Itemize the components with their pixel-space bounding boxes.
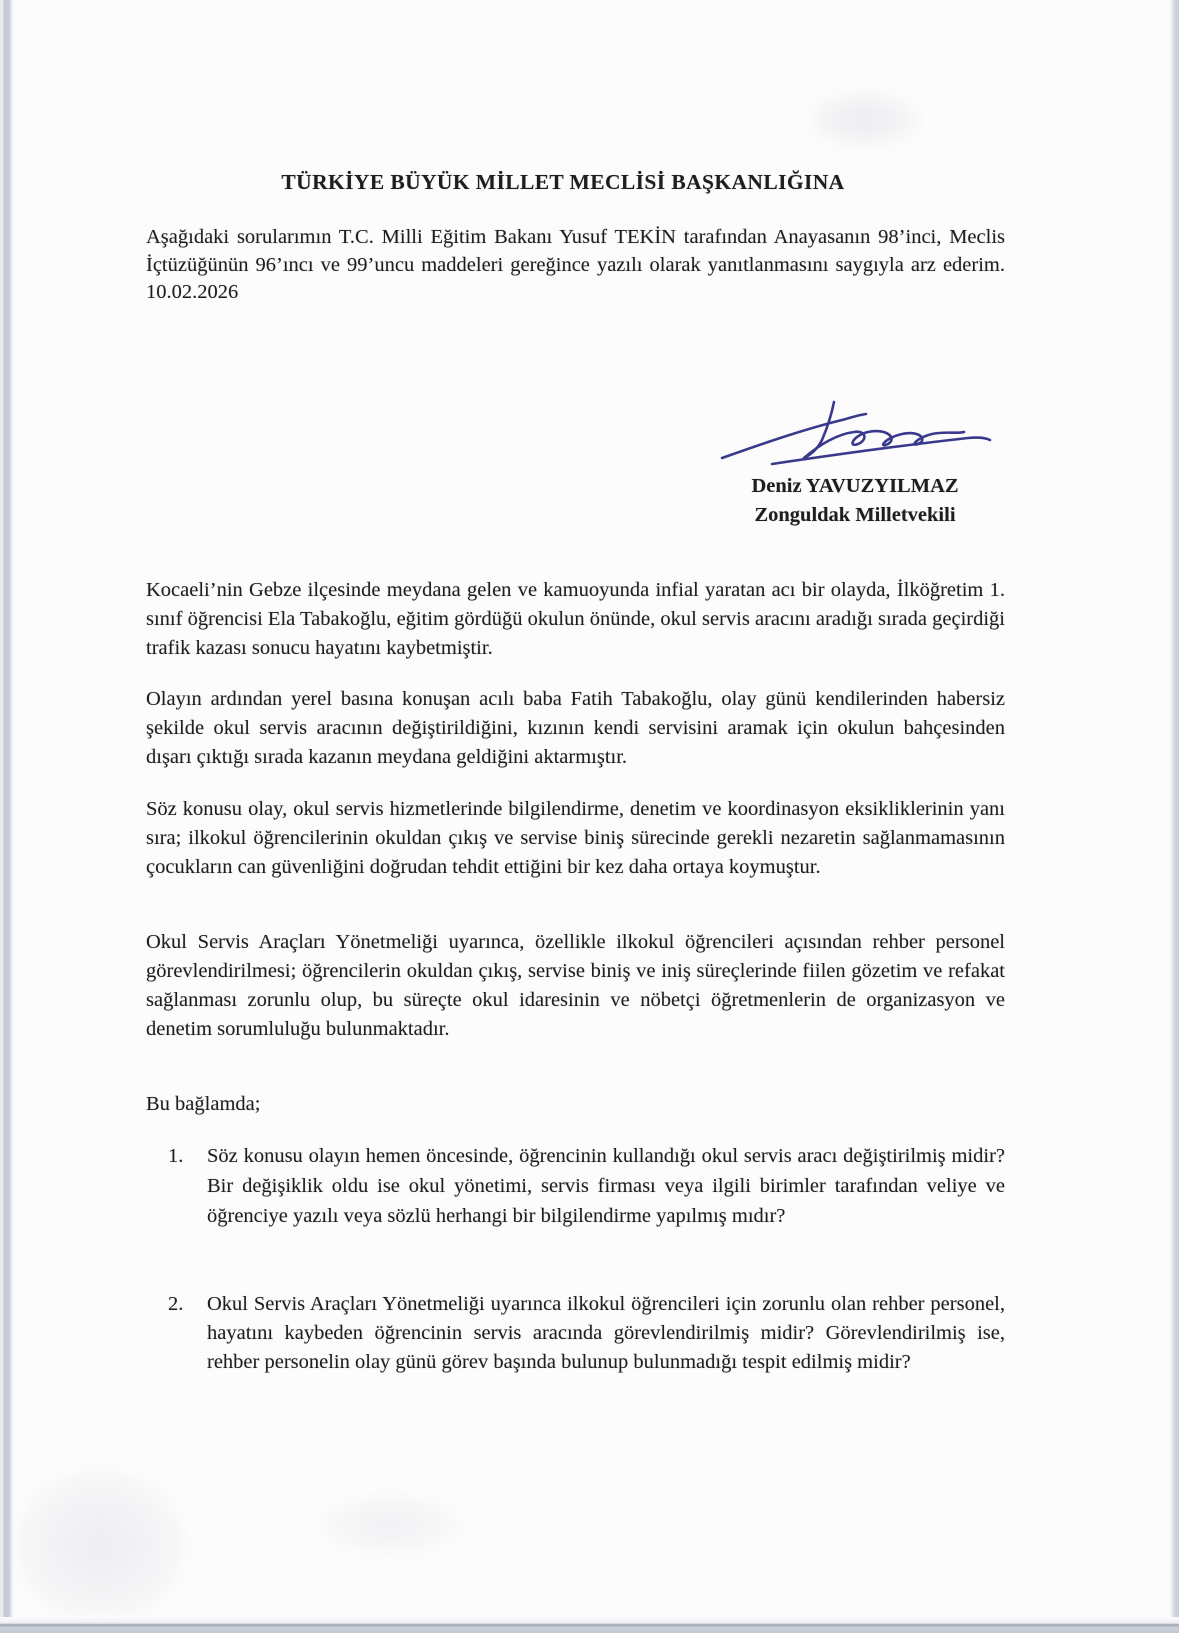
lead-in-text: Bu bağlamda;: [146, 1093, 261, 1115]
signatory-name: Deniz YAVUZYILMAZ: [751, 475, 959, 497]
signature-block: [705, 472, 1005, 530]
question-number: 2.: [168, 1293, 184, 1315]
body-paragraph: Söz konusu olay, okul servis hizmetlerinde bilgilendirme, denetim ve koordinasyon eksikliklerinin yanı sıra; ilkokul öğrencilerinin okuldan çıkış ve servise biniş sürecinde gerekli nezaretin sağlanmamasının çocukların can güvenliğini doğrudan tehdit ettiğini bir kez daha ortaya koymuştur.: [146, 798, 1005, 878]
intro-paragraph: Aşağıdaki sorularımın T.C. Milli Eğitim Bakanı Yusuf TEKİN tarafından Anayasanın 98’inci, Meclis İçtüzüğünün 96’ıncı ve 99’uncu maddeleri gereğince yazılı olarak yanıtlanmasını saygıyla arz ederim. 10.02.2026: [146, 226, 1005, 303]
scan-smudge: [320, 1495, 460, 1555]
scan-smudge: [15, 1470, 185, 1620]
question-number: 1.: [168, 1145, 184, 1167]
question-item-1: [146, 1141, 1005, 1231]
question-text: Okul Servis Araçları Yönetmeliği uyarınca ilkokul öğrencileri için zorunlu olan rehber personel, hayatını kaybeden öğrencinin servis aracında görevlendirilmiş midir? Görevlendirilmiş ise, rehber personelin olay günü görev başında bulunup bulunmadığı tespit edilmiş midir?: [207, 1293, 1005, 1373]
handwritten-signature: [716, 388, 996, 470]
body-paragraph: Kocaeli’nin Gebze ilçesinde meydana gelen ve kamuoyunda infial yaratan acı bir olayda, İlköğretim 1. sınıf öğrencisi Ela Tabakoğlu, eğitim gördüğü okulun önünde, okul servis aracını aradığı sırada geçirdiği trafik kazası sonucu hayatını kaybetmiştir.: [146, 579, 1005, 659]
scan-smudge: [810, 92, 920, 147]
letter-title: TÜRKİYE BÜYÜK MİLLET MECLİSİ BAŞKANLIĞINA: [281, 170, 845, 194]
question-text: Söz konusu olayın hemen öncesinde, öğrencinin kullandığı okul servis aracı değiştirilmiş midir? Bir değişiklik oldu ise okul yönetimi, servis firması veya ilgili birimler tarafından veliye ve öğrenciye yazılı veya sözlü herhangi bir bilgilendirme yapılmış mıdır?: [207, 1145, 1005, 1227]
question-item-2: [146, 1290, 1005, 1377]
scan-edge-bottom: [0, 1617, 1179, 1633]
scan-edge-left: [0, 0, 14, 1633]
scan-edge-right: [1169, 0, 1179, 1633]
body-paragraph: Olayın ardından yerel basına konuşan acılı baba Fatih Tabakoğlu, olay günü kendilerinden habersiz şekilde okul servis aracının değiştirildiğini, kızının kendi servisini aramak için okulun bahçesinden dışarı çıktığı sırada kazanın meydana geldiğini aktarmıştır.: [146, 688, 1005, 768]
body-paragraph: Okul Servis Araçları Yönetmeliği uyarınca, özellikle ilkokul öğrencileri açısından rehber personel görevlendirilmesi; öğrencilerin okuldan çıkış, servise biniş ve iniş süreçlerinde fiilen gözetim ve refakat sağlanması zorunlu olup, bu süreçte okul idaresinin ve nöbetçi öğretmenlerin de organizasyon ve denetim sorumluluğu bulunmaktadır.: [146, 931, 1005, 1040]
signatory-role: Zonguldak Milletvekili: [754, 504, 956, 526]
